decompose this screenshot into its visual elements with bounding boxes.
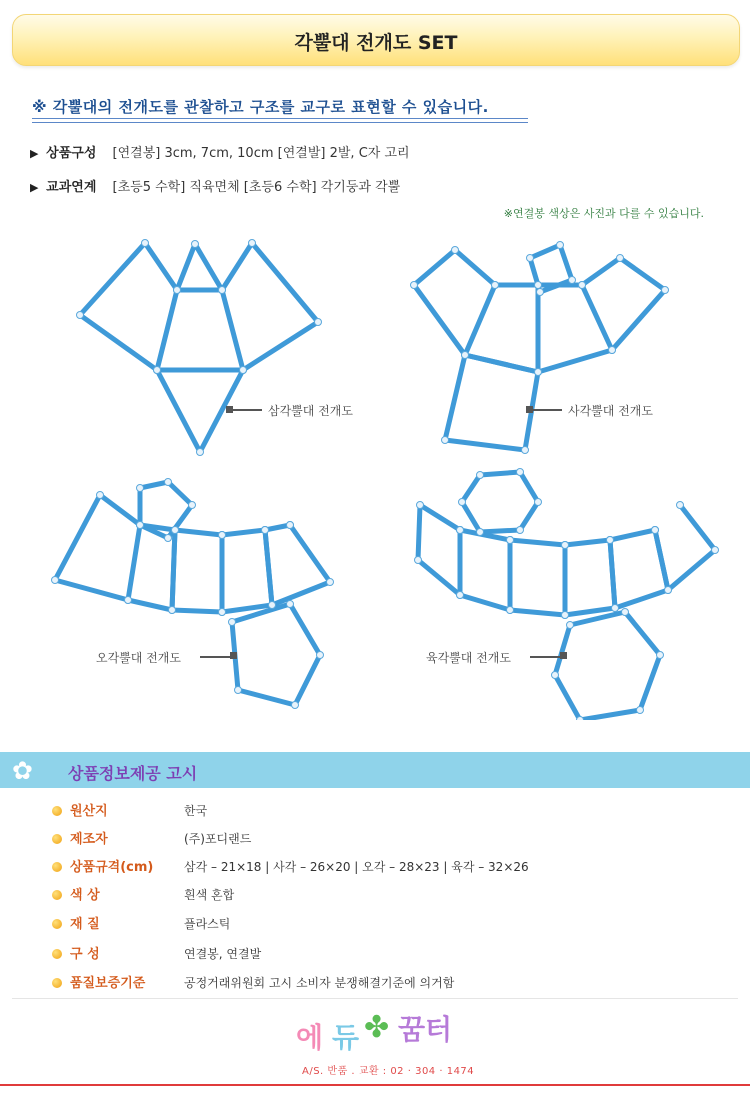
connector	[507, 607, 514, 614]
info-key: 재 질	[70, 917, 100, 932]
connector	[562, 542, 569, 549]
label-pointer	[560, 652, 567, 659]
connector	[522, 447, 529, 454]
connector	[535, 369, 542, 376]
rod	[195, 244, 222, 290]
bullet-dot-icon	[52, 978, 62, 988]
connector	[677, 502, 684, 509]
connector	[249, 240, 256, 247]
rod	[168, 482, 192, 505]
rod	[177, 244, 195, 290]
rod	[582, 285, 612, 350]
rod	[615, 590, 668, 608]
rod	[455, 250, 495, 285]
bottom-border	[0, 1084, 750, 1086]
info-value: 한국	[184, 804, 208, 818]
rod	[172, 530, 175, 610]
headline-underline	[32, 118, 528, 123]
connector	[219, 609, 226, 616]
rod	[565, 540, 610, 545]
info-value: 흰색 혼합	[184, 888, 235, 902]
rod	[222, 530, 265, 535]
connector	[174, 287, 181, 294]
logo-text-part: 꿈터	[398, 1013, 453, 1046]
connector	[165, 535, 172, 542]
connector	[219, 287, 226, 294]
rod	[222, 243, 252, 290]
info-value: 플라스틱	[184, 917, 231, 931]
as-contact: A/S. 반품 . 교환 : 02 · 304 · 1474	[302, 1066, 475, 1077]
rod	[462, 475, 480, 502]
spec-value: [초등5 수학] 직육면체 [초등6 수학] 각기둥과 각뿔	[112, 180, 401, 195]
info-row-origin	[52, 800, 207, 822]
rod	[510, 540, 565, 545]
rod	[145, 243, 177, 290]
connector	[457, 592, 464, 599]
rod	[290, 525, 330, 582]
connector	[317, 652, 324, 659]
info-row-manufacturer	[52, 828, 251, 850]
rod	[157, 370, 200, 452]
headline: ※ 각뿔대의 전개도를 관찰하고 구조를 교구로 표현할 수 있습니다.	[32, 98, 489, 116]
spec-value: [연결봉] 3cm, 7cm, 10cm [연결발] 2발, C자 고리	[112, 146, 410, 161]
info-row-material	[52, 913, 230, 935]
rod	[295, 655, 320, 705]
info-row-size	[52, 856, 529, 878]
spec-key: 상품구성	[46, 146, 97, 161]
product-info-bar	[0, 752, 750, 788]
bullet-dot-icon	[52, 919, 62, 929]
connector	[269, 602, 276, 609]
connector	[77, 312, 84, 319]
rod	[175, 530, 222, 535]
info-key: 제조자	[70, 832, 108, 847]
rod	[610, 530, 655, 540]
rod	[80, 243, 145, 315]
rod	[462, 502, 480, 532]
rod	[222, 290, 243, 370]
connector	[327, 579, 334, 586]
connector	[417, 502, 424, 509]
connector	[459, 499, 466, 506]
rod	[243, 322, 318, 370]
connector	[189, 502, 196, 509]
rod	[238, 690, 295, 705]
rod	[172, 610, 222, 612]
rod	[655, 530, 668, 590]
connector	[537, 289, 544, 296]
rod	[460, 595, 510, 610]
connector	[142, 240, 149, 247]
rod	[55, 495, 100, 580]
connector	[657, 652, 664, 659]
bullet-dot-icon	[52, 862, 62, 872]
square-net-label: 사각뿔대 전개도	[568, 404, 653, 418]
connector	[219, 532, 226, 539]
connector	[607, 537, 614, 544]
label-line	[530, 656, 560, 658]
connector	[579, 282, 586, 289]
rod	[625, 612, 660, 655]
rod	[680, 505, 715, 550]
connector	[462, 352, 469, 359]
connector	[517, 469, 524, 476]
spec-row-curriculum	[30, 176, 400, 195]
rod	[610, 540, 615, 608]
rod	[520, 472, 538, 502]
brand-logo	[296, 1006, 466, 1056]
rod	[157, 290, 177, 370]
bullet-dot-icon	[52, 806, 62, 816]
info-key: 품질보증기준	[70, 976, 146, 991]
connector	[197, 449, 204, 456]
rod	[414, 285, 465, 355]
connector	[665, 587, 672, 594]
info-row-warranty	[52, 972, 454, 994]
rod	[414, 250, 455, 285]
rod	[200, 370, 243, 452]
connector	[442, 437, 449, 444]
label-line	[232, 409, 262, 411]
hexagon-net-label: 육각뿔대 전개도	[426, 651, 511, 665]
connector	[125, 597, 132, 604]
connector	[154, 367, 161, 374]
rod	[530, 245, 560, 258]
rod	[555, 625, 570, 675]
label-line	[200, 656, 230, 658]
rod	[465, 285, 495, 355]
info-key: 색 상	[70, 888, 100, 903]
rod	[668, 550, 715, 590]
connector	[52, 577, 59, 584]
connector	[535, 282, 542, 289]
rod	[420, 505, 460, 530]
spec-row-composition	[30, 142, 410, 161]
bullet-dot-icon	[52, 890, 62, 900]
connector	[287, 522, 294, 529]
connector	[622, 609, 629, 616]
connector	[617, 255, 624, 262]
connector	[457, 527, 464, 534]
rod	[560, 245, 572, 280]
label-line	[532, 409, 562, 411]
rod	[520, 502, 538, 530]
connector-joints	[52, 240, 719, 721]
rod	[480, 472, 520, 475]
rod	[418, 560, 460, 595]
rod	[640, 655, 660, 710]
info-value: 연결봉, 연결발	[184, 947, 262, 961]
connector	[97, 492, 104, 499]
logo-text-part: 에	[296, 1021, 324, 1054]
rod	[445, 440, 525, 450]
info-row-components	[52, 943, 261, 965]
rod	[272, 582, 330, 605]
color-note: ※연결봉 색상은 사진과 다를 수 있습니다.	[503, 207, 704, 220]
bullet-dot-icon	[52, 834, 62, 844]
connector	[411, 282, 418, 289]
rod	[445, 355, 465, 440]
rod	[510, 610, 565, 615]
info-value: 삼각 – 21×18 | 사각 – 26×20 | 오각 – 28×23 | 육각 – 32×26	[184, 860, 529, 874]
info-title: 상품정보제공 고시	[68, 764, 198, 783]
connector	[452, 247, 459, 254]
connector	[612, 605, 619, 612]
connector	[492, 282, 499, 289]
spec-key: 교과연계	[46, 180, 97, 195]
info-value: (주)포디랜드	[184, 832, 252, 846]
rod	[265, 530, 272, 605]
nets-illustration	[0, 220, 750, 720]
connector	[557, 242, 564, 249]
connector	[652, 527, 659, 534]
connector	[169, 607, 176, 614]
connector	[415, 557, 422, 564]
connector	[192, 241, 199, 248]
connector	[569, 277, 576, 284]
clover-icon: ✿	[12, 756, 33, 785]
connector	[287, 601, 294, 608]
connector	[577, 717, 584, 721]
triangle-bullet-icon: ▶	[30, 181, 39, 194]
connector	[517, 527, 524, 534]
info-key: 구 성	[70, 947, 100, 962]
rod	[538, 350, 612, 372]
rod	[128, 525, 140, 600]
connector	[165, 479, 172, 486]
connector	[235, 687, 242, 694]
connector	[262, 527, 269, 534]
title-bar	[12, 14, 740, 66]
connector	[662, 287, 669, 294]
rod	[582, 258, 620, 285]
triangle-net-label: 삼각뿔대 전개도	[268, 404, 353, 418]
page-title: 각뿔대 전개도 SET	[294, 32, 458, 54]
connector	[552, 672, 559, 679]
rod	[465, 355, 538, 372]
rod	[128, 600, 172, 610]
connector	[477, 472, 484, 479]
rod	[418, 505, 420, 560]
clover-logo-icon: ✤	[364, 1010, 390, 1045]
bullet-dot-icon	[52, 949, 62, 959]
connector	[567, 622, 574, 629]
pentagon-net-label: 오각뿔대 전개도	[96, 651, 181, 665]
rod	[480, 530, 520, 532]
rod	[612, 290, 665, 350]
info-key: 원산지	[70, 804, 108, 819]
rod	[290, 604, 320, 655]
rod	[100, 495, 140, 525]
connector	[535, 499, 542, 506]
connector	[315, 319, 322, 326]
info-value: 공정거래위원회 고시 소비자 분쟁해결기준에 의거함	[184, 976, 455, 990]
rod	[580, 710, 640, 720]
rod	[80, 315, 157, 370]
info-key: 상품규격(cm)	[70, 860, 154, 875]
logo-text-part: 듀	[332, 1021, 360, 1054]
connector	[562, 612, 569, 619]
connector	[137, 485, 144, 492]
connector	[477, 529, 484, 536]
connector	[712, 547, 719, 554]
connector	[240, 367, 247, 374]
triangle-bullet-icon: ▶	[30, 147, 39, 160]
rod	[55, 580, 128, 600]
connector	[292, 702, 299, 709]
divider	[12, 998, 738, 999]
rod	[252, 243, 318, 322]
connector	[527, 255, 534, 262]
connector	[609, 347, 616, 354]
connector	[507, 537, 514, 544]
info-row-color	[52, 884, 234, 906]
connector	[137, 522, 144, 529]
rod	[140, 482, 168, 488]
rod	[620, 258, 665, 290]
label-pointer	[230, 652, 237, 659]
connector	[637, 707, 644, 714]
rod	[555, 675, 580, 720]
connector	[229, 619, 236, 626]
connector	[172, 527, 179, 534]
